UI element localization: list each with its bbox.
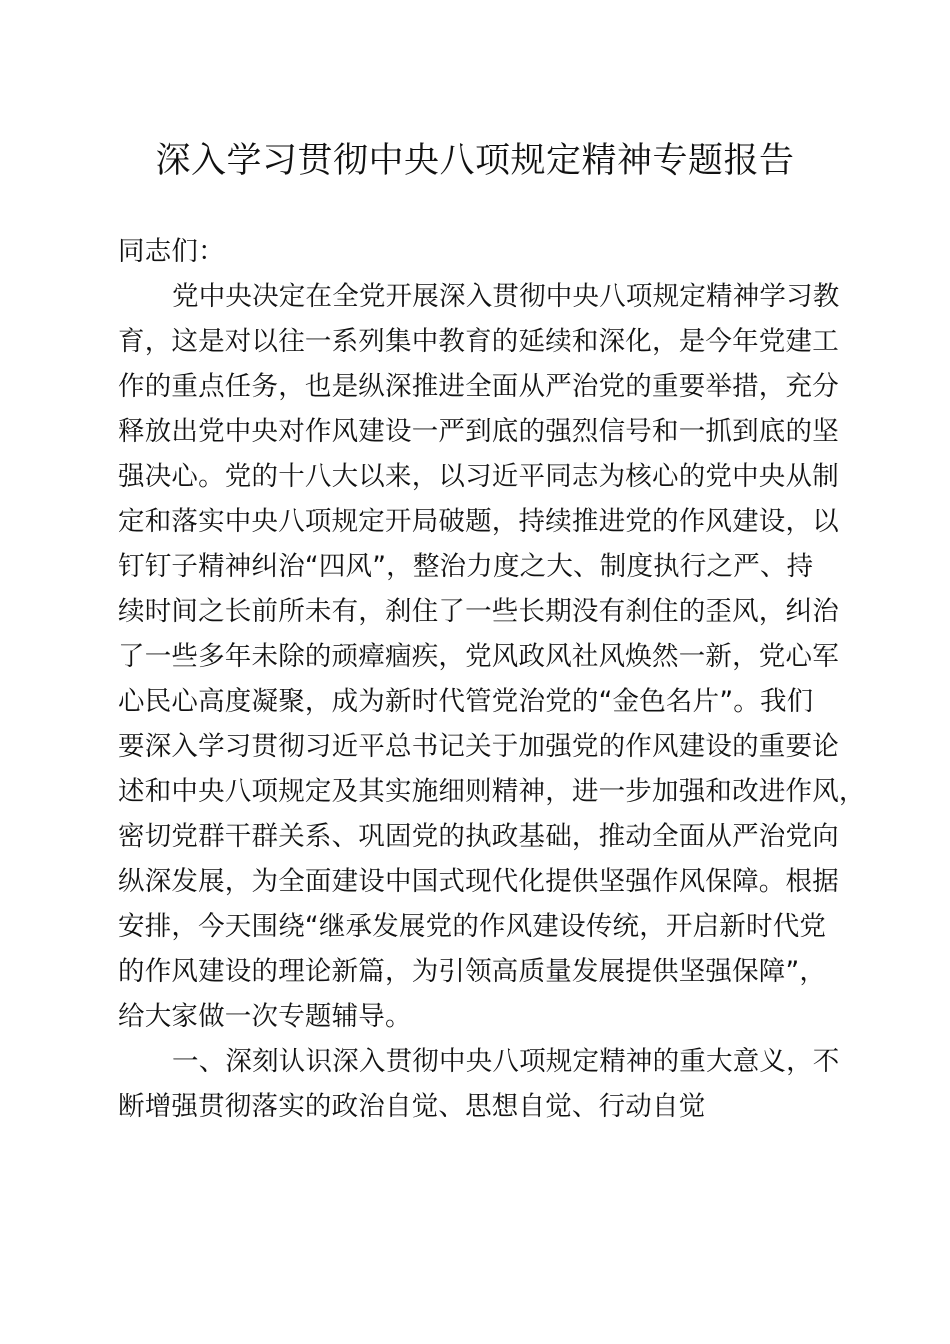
- text-line: 钉钉子精神纠治“四风”，整治力度之大、制度执行之严、持: [118, 551, 814, 582]
- text-line: 释放出党中央对作风建设一严到底的强烈信号和一抓到底的坚: [118, 416, 839, 447]
- text-line: 强决心。党的十八大以来，以习近平同志为核心的党中央从制: [118, 461, 839, 492]
- text-line: 定和落实中央八项规定开局破题，持续推进党的作风建设，以: [118, 506, 839, 537]
- text-line: 安排，今天围绕“继承发展党的作风建设传统，开启新时代党: [118, 911, 827, 942]
- paragraph-1: [118, 274, 866, 1039]
- text-line: 的作风建设的理论新篇，为引领高质量发展提供坚强保障”，: [118, 956, 827, 987]
- document-title: 深入学习贯彻中央八项规定精神专题报告: [155, 141, 795, 181]
- text-line: 育，这是对以往一系列集中教育的延续和深化，是今年党建工: [118, 326, 839, 357]
- text-line: 了一些多年未除的顽瘴痼疾，党风政风社风焕然一新，党心军: [118, 641, 839, 672]
- text-line: 续时间之长前所未有，刹住了一些长期没有刹住的歪风，纠治: [118, 596, 839, 627]
- heading-line: 断增强贯彻落实的政治自觉、思想自觉、行动自觉: [118, 1091, 706, 1122]
- section-1-heading: [118, 1039, 840, 1129]
- text-line: 密切党群干群关系、巩固党的执政基础，推动全面从严治党向: [118, 821, 839, 852]
- heading-line: 一、深刻认识深入贯彻中央八项规定精神的重大意义，不: [172, 1046, 840, 1077]
- salutation: 同志们：: [118, 236, 225, 267]
- document-body: [118, 229, 866, 1129]
- text-line: 党中央决定在全党开展深入贯彻中央八项规定精神学习教: [172, 281, 840, 312]
- text-line: 心民心高度凝聚，成为新时代管党治党的“金色名片”。我们: [118, 686, 814, 717]
- text-line: 述和中央八项规定及其实施细则精神，进一步加强和改进作风，: [118, 776, 866, 807]
- text-line: 给大家做一次专题辅导。: [118, 1001, 412, 1032]
- text-line: 纵深发展，为全面建设中国式现代化提供坚强作风保障。根据: [118, 866, 839, 897]
- text-line: 要深入学习贯彻习近平总书记关于加强党的作风建设的重要论: [118, 731, 839, 762]
- text-line: 作的重点任务，也是纵深推进全面从严治党的重要举措，充分: [118, 371, 839, 402]
